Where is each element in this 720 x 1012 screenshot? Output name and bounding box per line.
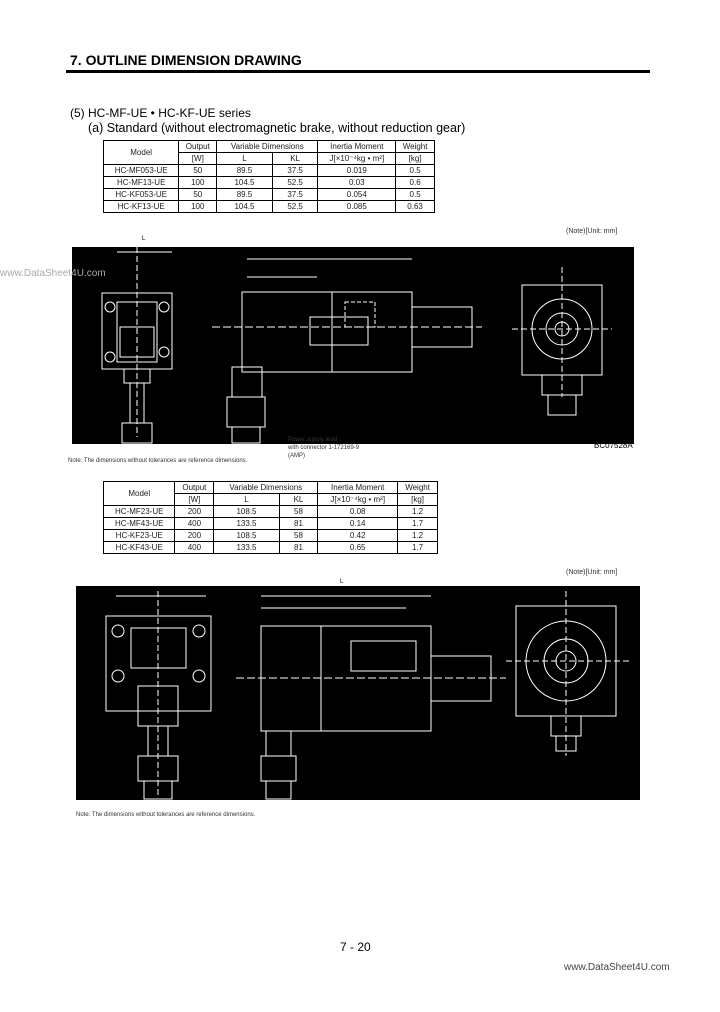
cell-KL: 37.5	[272, 165, 318, 177]
dim-label-2: L	[340, 579, 344, 585]
cell-model: HC-MF43-UE	[104, 518, 175, 530]
cell-weight: 1.2	[398, 530, 438, 542]
cell-KL: 37.5	[272, 189, 318, 201]
cell-weight: 0.5	[396, 189, 435, 201]
header-weight-unit: [kg]	[396, 153, 435, 165]
cell-inertia: 0.054	[318, 189, 396, 201]
cell-KL: 58	[279, 530, 318, 542]
cell-model: HC-MF23-UE	[104, 506, 175, 518]
cell-model: HC-MF13-UE	[104, 177, 179, 189]
cell-model: HC-KF13-UE	[104, 201, 179, 213]
cell-L: 133.5	[214, 518, 279, 530]
cell-inertia: 0.65	[318, 542, 398, 554]
title-rule	[66, 70, 650, 73]
cell-inertia: 0.03	[318, 177, 396, 189]
header-L: L	[214, 494, 279, 506]
header-inertia: Inertia Moment	[318, 141, 396, 153]
header-output-unit: [W]	[175, 494, 214, 506]
page-title: 7. OUTLINE DIMENSION DRAWING	[70, 52, 302, 68]
header-inertia-unit: J[×10⁻⁴kg • m²]	[318, 494, 398, 506]
header-output-unit: [W]	[179, 153, 217, 165]
cell-weight: 1.7	[398, 542, 438, 554]
cell-output: 50	[179, 189, 217, 201]
cell-inertia: 0.08	[318, 506, 398, 518]
table-row	[104, 530, 438, 542]
cell-L: 108.5	[214, 506, 279, 518]
cell-model: HC-KF053-UE	[104, 189, 179, 201]
table-row	[104, 189, 435, 201]
connector-label-3: (AMP)	[288, 453, 305, 459]
cell-KL: 81	[279, 542, 318, 554]
dim-label-1: L	[142, 236, 146, 242]
cell-output: 400	[175, 518, 214, 530]
connector-label-2: with connector 1-172169-9	[288, 445, 360, 451]
header-model: Model	[104, 141, 179, 165]
spec-table-1	[103, 140, 435, 213]
outline-drawing-1	[72, 247, 634, 444]
cell-output: 50	[179, 165, 217, 177]
cell-output: 200	[175, 506, 214, 518]
cell-KL: 52.5	[272, 201, 318, 213]
drawing-note-1: Note: The dimensions without tolerances are reference dimensions.	[68, 458, 248, 464]
table-row	[104, 201, 435, 213]
cell-output: 200	[175, 530, 214, 542]
table-row	[104, 165, 435, 177]
cell-output: 100	[179, 201, 217, 213]
cell-weight: 1.2	[398, 506, 438, 518]
outline-drawing-2	[76, 586, 640, 800]
header-weight: Weight	[396, 141, 435, 153]
cell-L: 133.5	[214, 542, 279, 554]
header-inertia-unit: J[×10⁻⁴kg • m²]	[318, 153, 396, 165]
header-weight-unit: [kg]	[398, 494, 438, 506]
cell-KL: 81	[279, 518, 318, 530]
cell-model: HC-KF43-UE	[104, 542, 175, 554]
cell-weight: 0.5	[396, 165, 435, 177]
cell-L: 104.5	[217, 177, 273, 189]
cell-inertia: 0.085	[318, 201, 396, 213]
header-KL: KL	[272, 153, 318, 165]
spec-table-2	[103, 481, 438, 554]
header-variable: Variable Dimensions	[217, 141, 318, 153]
unit-note-2: (Note)[Unit: mm]	[566, 569, 618, 576]
page-number: 7 - 20	[340, 940, 371, 954]
header-variable: Variable Dimensions	[214, 482, 318, 494]
cell-KL: 52.5	[272, 177, 318, 189]
cell-L: 89.5	[217, 165, 273, 177]
header-model: Model	[104, 482, 175, 506]
drawing-code: BC07528A	[594, 441, 633, 450]
cell-L: 108.5	[214, 530, 279, 542]
unit-note-1: (Note)[Unit: mm]	[566, 228, 618, 235]
table-row	[104, 177, 435, 189]
header-output: Output	[179, 141, 217, 153]
cell-weight: 0.6	[396, 177, 435, 189]
cell-L: 104.5	[217, 201, 273, 213]
header-inertia: Inertia Moment	[318, 482, 398, 494]
cell-KL: 58	[279, 506, 318, 518]
footer-watermark: www.DataSheet4U.com	[564, 962, 670, 973]
cell-inertia: 0.14	[318, 518, 398, 530]
cell-output: 100	[179, 177, 217, 189]
cell-weight: 1.7	[398, 518, 438, 530]
section-heading: (5) HC-MF-UE • HC-KF-UE series	[70, 106, 251, 120]
table-row	[104, 506, 438, 518]
table-row	[104, 542, 438, 554]
header-KL: KL	[279, 494, 318, 506]
table-row	[104, 518, 438, 530]
cell-model: HC-MF053-UE	[104, 165, 179, 177]
cell-model: HC-KF23-UE	[104, 530, 175, 542]
cell-inertia: 0.42	[318, 530, 398, 542]
section-subheading: (a) Standard (without electromagnetic brake, without reduction gear)	[88, 121, 466, 135]
drawing-note-2: Note: The dimensions without tolerances are reference dimensions.	[76, 812, 256, 818]
connector-label-1: Power supply lead	[288, 437, 338, 443]
cell-output: 400	[175, 542, 214, 554]
header-L: L	[217, 153, 273, 165]
left-watermark: www.DataSheet4U.com	[0, 268, 106, 279]
cell-L: 89.5	[217, 189, 273, 201]
cell-inertia: 0.019	[318, 165, 396, 177]
header-output: Output	[175, 482, 214, 494]
cell-weight: 0.63	[396, 201, 435, 213]
header-weight: Weight	[398, 482, 438, 494]
